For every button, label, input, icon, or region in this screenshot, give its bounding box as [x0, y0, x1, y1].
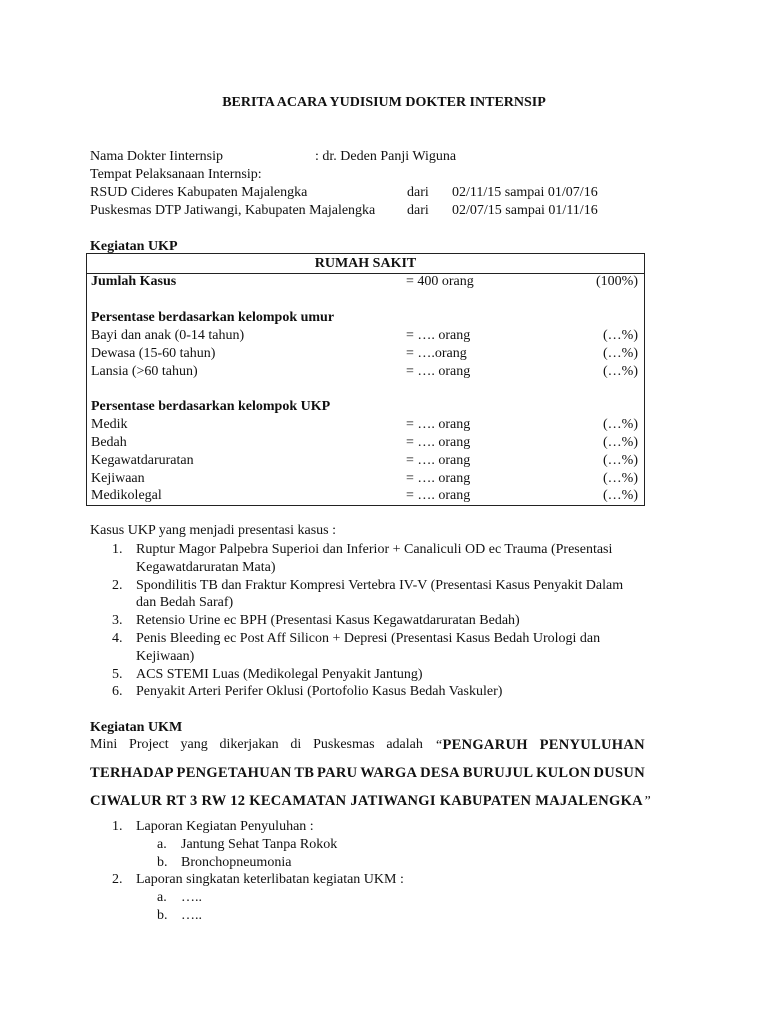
- list-item: [112, 541, 656, 577]
- row-value: = …. orang: [406, 328, 471, 343]
- open-quote: “: [434, 738, 443, 753]
- place-label: Tempat Pelaksanaan Internsip:: [90, 167, 262, 182]
- row-pct: (…%): [603, 453, 638, 468]
- table-row: [87, 434, 644, 452]
- ukp-section-heading-row: [87, 398, 644, 416]
- sub-list-item: [157, 907, 636, 925]
- place-1-dari: dari: [407, 185, 429, 200]
- sub-list-item: [157, 854, 636, 872]
- word: Project: [129, 737, 169, 752]
- list-number: 1.: [112, 542, 123, 557]
- list-text: Laporan singkatan keterlibatan kegiatan UKM :: [136, 872, 404, 888]
- table-row: [87, 345, 644, 363]
- mini-project-line-3: [90, 792, 651, 811]
- list-item: [112, 612, 656, 630]
- list-text: Penyakit Arteri Perifer Oklusi (Portofolio Kasus Bedah Vaskuler): [136, 684, 503, 700]
- document-title: BERITA ACARA YUDISIUM DOKTER INTERNSIP: [222, 95, 546, 110]
- quoted-title-start: [435, 736, 528, 755]
- list-item: [112, 818, 636, 871]
- word: adalah: [386, 737, 423, 752]
- row-value: = …. orang: [406, 417, 471, 432]
- title-word: PENGETAHUAN: [176, 765, 292, 781]
- list-text: Penis Bleeding ec Post Aff Silicon + Depresi (Presentasi Kasus Bedah Urologi dan: [136, 630, 601, 646]
- sub-text: …..: [181, 907, 202, 923]
- title-word: TERHADAP: [90, 765, 174, 781]
- ukp-section-heading: Persentase berdasarkan kelompok UKP: [91, 399, 331, 414]
- intern-name-value: : dr. Deden Panji Wiguna: [315, 149, 457, 164]
- word: yang: [180, 737, 208, 752]
- table-header: RUMAH SAKIT: [87, 254, 644, 274]
- sub-text: …..: [181, 890, 202, 906]
- age-section-heading-row: [87, 309, 644, 327]
- list-item: [112, 630, 656, 666]
- list-number: 4.: [112, 630, 123, 646]
- sub-list-item: [157, 889, 636, 907]
- row-label: Lansia (>60 tahun): [91, 364, 198, 379]
- row-label: Dewasa (15-60 tahun): [91, 346, 216, 361]
- sub-letter: b.: [157, 907, 168, 923]
- list-text: Kejiwaan): [136, 648, 195, 664]
- title-word: DUSUN: [593, 765, 645, 781]
- row-value: = ….orang: [406, 346, 467, 361]
- title-word: KULON: [536, 765, 591, 781]
- list-item: [112, 577, 656, 613]
- row-value: = …. orang: [406, 488, 471, 503]
- row-pct: (…%): [603, 435, 638, 450]
- total-pct: (100%): [596, 274, 638, 289]
- row-value: = …. orang: [406, 471, 471, 486]
- sub-letter: b.: [157, 854, 168, 870]
- title-word: TB: [294, 765, 315, 781]
- table-row: [87, 452, 644, 470]
- table-row: [87, 487, 644, 505]
- ukp-table: [86, 253, 645, 506]
- cases-list: [112, 541, 656, 701]
- list-item: [112, 871, 636, 924]
- list-number: 6.: [112, 684, 123, 700]
- row-pct: (…%): [603, 488, 638, 503]
- place-1-period: 02/11/15 sampai 01/07/16: [452, 185, 598, 200]
- place-2-dari: dari: [407, 203, 429, 218]
- list-number: 2.: [112, 577, 123, 593]
- sub-letter: a.: [157, 836, 167, 852]
- row-pct: (…%): [603, 328, 638, 343]
- table-row-total: [87, 273, 644, 291]
- list-text: Retensio Urine ec BPH (Presentasi Kasus Kegawatdaruratan Bedah): [136, 613, 520, 629]
- list-item: [112, 683, 656, 701]
- list-item: [112, 666, 656, 684]
- place-1-name: RSUD Cideres Kabupaten Majalengka: [90, 185, 308, 200]
- list-text: Ruptur Magor Palpebra Superioi dan Inferior + Canaliculi OD ec Trauma (Presentasi: [136, 542, 613, 557]
- cases-intro: Kasus UKP yang menjadi presentasi kasus :: [90, 523, 336, 538]
- row-label: Medik: [91, 417, 128, 432]
- row-label: Kegawatdaruratan: [91, 453, 194, 468]
- sub-text: Jantung Sehat Tanpa Rokok: [181, 836, 338, 852]
- table-row: [87, 470, 644, 488]
- row-value: = …. orang: [406, 364, 471, 379]
- ukm-heading: Kegiatan UKM: [90, 720, 183, 735]
- row-pct: (…%): [603, 364, 638, 379]
- title-word: DESA: [420, 765, 460, 781]
- title-word: PENYULUHAN: [539, 737, 645, 753]
- title-word: PARU: [317, 765, 358, 781]
- list-number: 2.: [112, 872, 123, 888]
- list-text: ACS STEMI Luas (Medikolegal Penyakit Jantung): [136, 666, 423, 682]
- total-value: = 400 orang: [406, 274, 474, 289]
- table-row: [87, 363, 644, 381]
- row-value: = …. orang: [406, 453, 471, 468]
- list-number: 5.: [112, 666, 123, 682]
- row-pct: (…%): [603, 471, 638, 486]
- total-label: Jumlah Kasus: [91, 274, 177, 289]
- sub-list: [157, 836, 636, 872]
- row-label: Medikolegal: [91, 488, 162, 503]
- word: Mini: [90, 737, 118, 752]
- ukp-heading: Kegiatan UKP: [90, 239, 178, 254]
- close-quote: ”: [642, 794, 651, 809]
- intern-name-label: Nama Dokter Iinternsip: [90, 149, 223, 164]
- table-row: [87, 327, 644, 345]
- list-text: Kegawatdaruratan Mata): [136, 559, 276, 575]
- row-label: Kejiwaan: [91, 471, 145, 486]
- word: di: [290, 737, 302, 752]
- age-section-heading: Persentase berdasarkan kelompok umur: [91, 310, 335, 325]
- title-word: PENGARUH: [442, 737, 528, 753]
- word: Puskesmas: [313, 737, 375, 752]
- reports-list: [112, 818, 636, 925]
- list-number: 3.: [112, 613, 123, 629]
- sub-list-item: [157, 836, 636, 854]
- row-label: Bayi dan anak (0-14 tahun): [91, 328, 245, 343]
- list-number: 1.: [112, 819, 123, 834]
- table-row: [87, 416, 644, 434]
- title-word: BURUJUL: [462, 765, 534, 781]
- place-2-name: Puskesmas DTP Jatiwangi, Kabupaten Majalengka: [90, 203, 376, 218]
- row-pct: (…%): [603, 417, 638, 432]
- list-text: dan Bedah Saraf): [136, 595, 234, 611]
- list-text: Laporan Kegiatan Penyuluhan :: [136, 819, 314, 834]
- list-text: Spondilitis TB dan Fraktur Kompresi Vertebra IV-V (Presentasi Kasus Penyakit Dalam: [136, 577, 624, 593]
- sub-text: Bronchopneumonia: [181, 854, 292, 870]
- row-pct: (…%): [603, 346, 638, 361]
- place-2-period: 02/07/15 sampai 01/11/16: [452, 203, 598, 218]
- sub-list: [157, 889, 636, 925]
- mini-project-paragraph: [90, 736, 651, 811]
- word: dikerjakan: [219, 737, 279, 752]
- row-value: = …. orang: [406, 435, 471, 450]
- title-word: CIWALUR RT 3 RW 12 KECAMATAN JATIWANGI KABUPATEN MAJALENGKA: [90, 793, 643, 809]
- sub-letter: a.: [157, 890, 167, 906]
- row-label: Bedah: [91, 435, 127, 450]
- title-word: WARGA: [360, 765, 418, 781]
- mini-project-line-1: [90, 736, 645, 755]
- mini-project-line-2: [90, 764, 645, 783]
